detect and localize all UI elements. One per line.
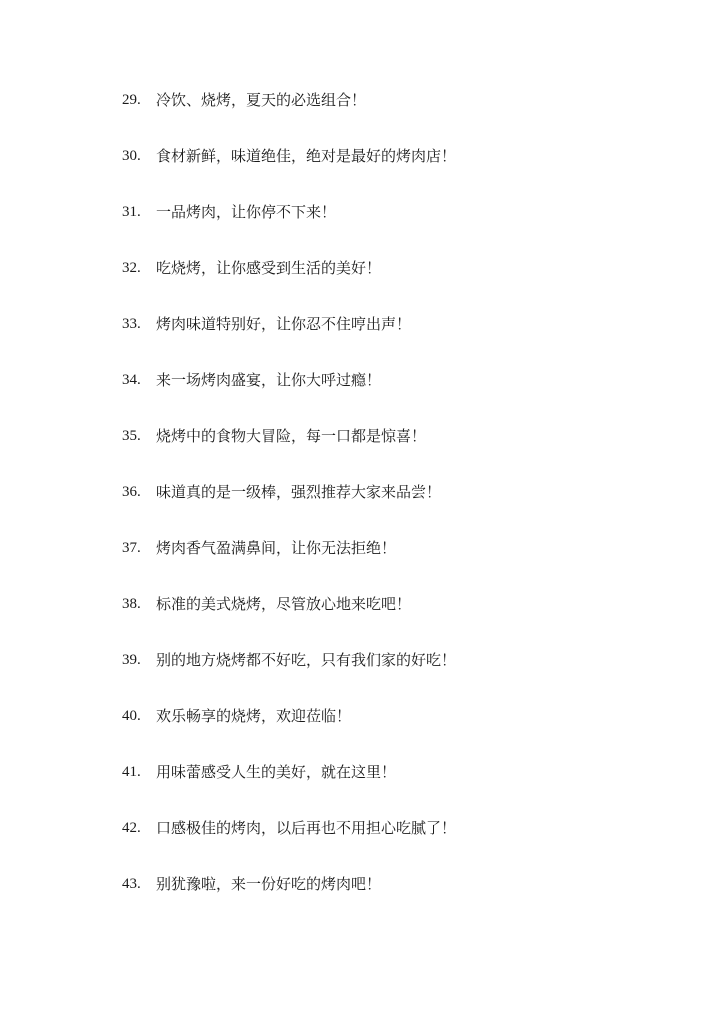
item-text: 烤肉香气盈满鼻间，让你无法拒绝！ xyxy=(156,539,397,557)
item-text: 别犹豫啦，来一份好吃的烤肉吧！ xyxy=(156,875,382,893)
list-item xyxy=(122,646,456,702)
item-text: 标准的美式烧烤，尽管放心地来吃吧！ xyxy=(156,595,412,613)
item-number: 29. xyxy=(122,92,141,108)
list-item xyxy=(122,422,456,478)
list-item xyxy=(122,814,456,870)
list-item xyxy=(122,198,456,254)
item-number: 42. xyxy=(122,820,141,836)
list-item xyxy=(122,702,456,758)
item-text: 烤肉味道特别好，让你忍不住哼出声！ xyxy=(156,315,412,333)
item-number: 40. xyxy=(122,708,141,724)
list-item xyxy=(122,590,456,646)
slogan-list xyxy=(122,86,456,926)
item-number: 33. xyxy=(122,316,141,332)
item-text: 食材新鲜，味道绝佳，绝对是最好的烤肉店！ xyxy=(156,147,457,165)
item-text: 味道真的是一级棒，强烈推荐大家来品尝！ xyxy=(156,483,442,501)
item-number: 43. xyxy=(122,876,141,892)
list-item xyxy=(122,86,456,142)
item-number: 30. xyxy=(122,148,141,164)
item-number: 32. xyxy=(122,260,141,276)
item-text: 一品烤肉，让你停不下来！ xyxy=(156,203,337,221)
list-item xyxy=(122,758,456,814)
item-text: 欢乐畅享的烧烤，欢迎莅临！ xyxy=(156,707,352,725)
list-item xyxy=(122,870,456,926)
item-text: 用味蕾感受人生的美好，就在这里！ xyxy=(156,763,397,781)
item-number: 31. xyxy=(122,204,141,220)
item-text: 冷饮、烧烤，夏天的必选组合！ xyxy=(156,91,367,109)
list-item xyxy=(122,142,456,198)
item-text: 吃烧烤，让你感受到生活的美好！ xyxy=(156,259,382,277)
list-item xyxy=(122,534,456,590)
item-text: 来一场烤肉盛宴，让你大呼过瘾！ xyxy=(156,371,382,389)
item-number: 35. xyxy=(122,428,141,444)
item-number: 36. xyxy=(122,484,141,500)
list-item xyxy=(122,310,456,366)
item-number: 39. xyxy=(122,652,141,668)
item-number: 37. xyxy=(122,540,141,556)
list-item xyxy=(122,478,456,534)
item-number: 41. xyxy=(122,764,141,780)
list-item xyxy=(122,254,456,310)
list-item xyxy=(122,366,456,422)
item-number: 34. xyxy=(122,372,141,388)
item-text: 烧烤中的食物大冒险，每一口都是惊喜！ xyxy=(156,427,427,445)
item-text: 口感极佳的烤肉，以后再也不用担心吃腻了！ xyxy=(156,819,457,837)
item-text: 别的地方烧烤都不好吃，只有我们家的好吃！ xyxy=(156,651,457,669)
item-number: 38. xyxy=(122,596,141,612)
